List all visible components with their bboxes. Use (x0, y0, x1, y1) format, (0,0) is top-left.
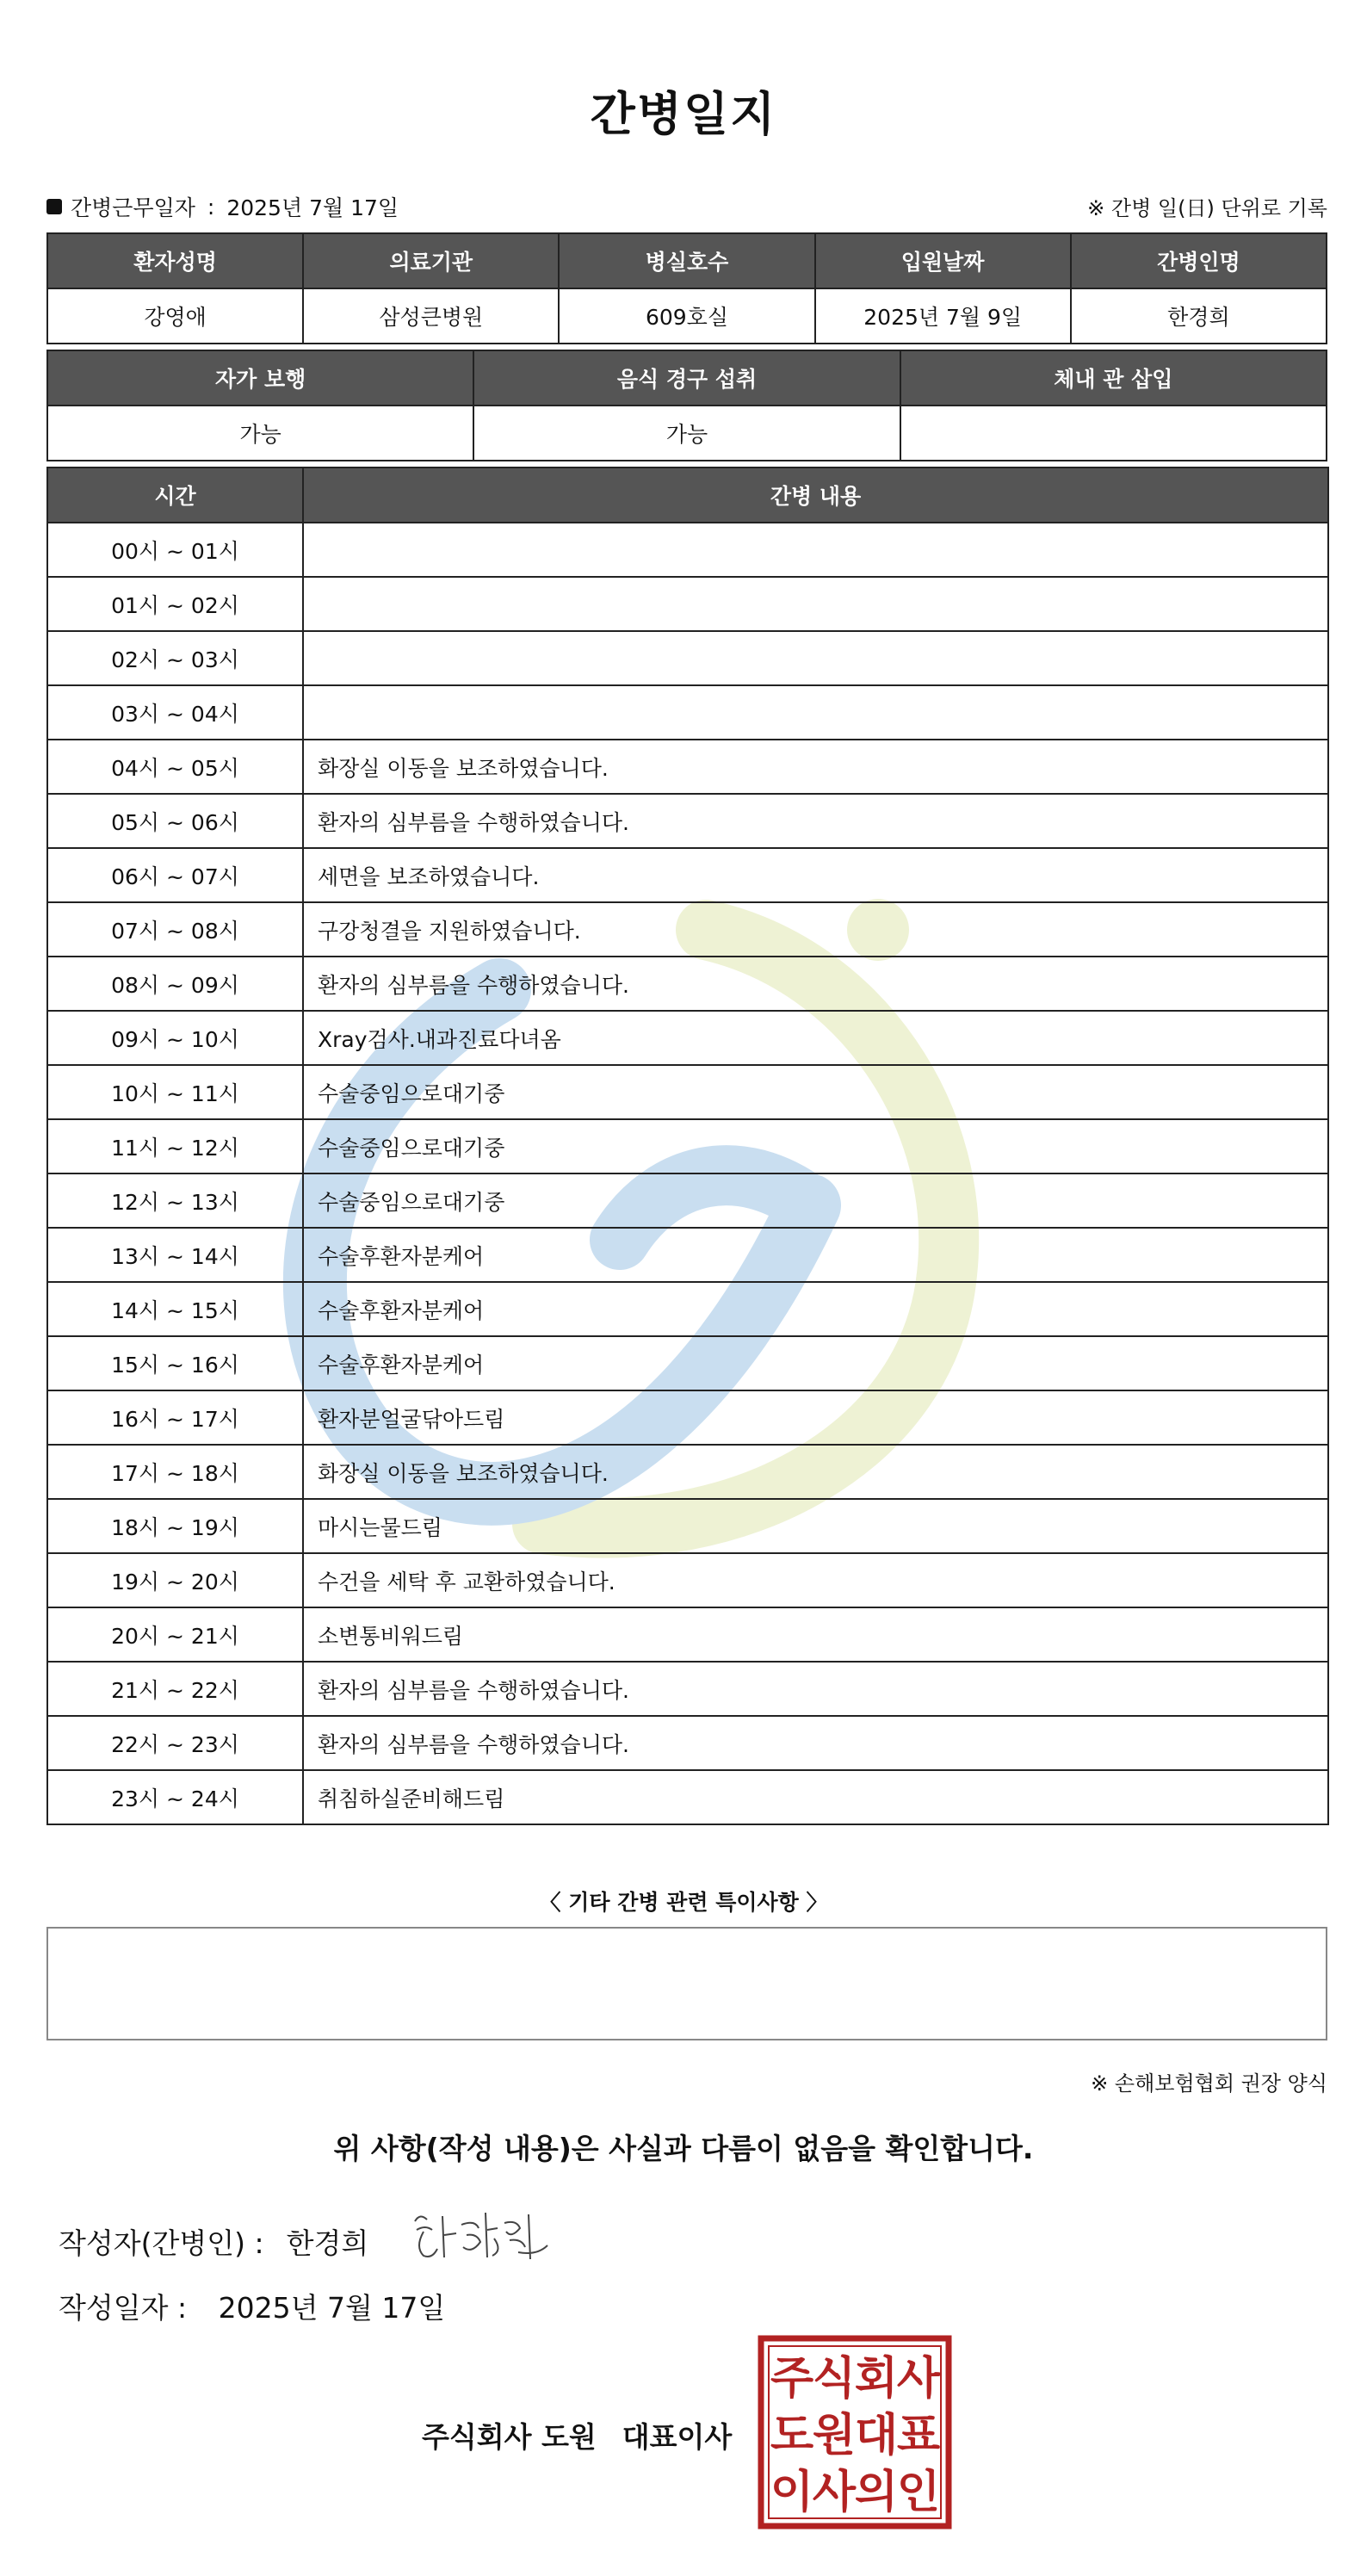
status-value-row (47, 406, 1327, 461)
log-content (303, 685, 1328, 740)
hospital-name: 삼성큰병원 (303, 288, 559, 344)
log-row (47, 1228, 1328, 1282)
log-time: 00시 ~ 01시 (47, 523, 303, 577)
log-time: 03시 ~ 04시 (47, 685, 303, 740)
admission-date: 2025년 7월 9일 (815, 288, 1071, 344)
writer-row (59, 2221, 368, 2262)
log-content: 수술중임으로대기중 (303, 1173, 1328, 1228)
work-date-value: 2025년 7월 17일 (226, 195, 399, 220)
header-patient-name: 환자성명 (47, 233, 303, 288)
log-content: 세면을 보조하였습니다. (303, 848, 1328, 902)
header-oral-intake: 음식 경구 섭취 (473, 350, 900, 406)
log-time: 17시 ~ 18시 (47, 1445, 303, 1499)
seal-character: 식 (812, 2353, 857, 2405)
writer-label: 작성자(간병인) : (59, 2226, 264, 2260)
log-time: 12시 ~ 13시 (47, 1173, 303, 1228)
seal-character: 대 (854, 2410, 899, 2461)
writer-name: 한경희 (286, 2226, 369, 2260)
log-content: 환자의 심부름을 수행하였습니다. (303, 1662, 1328, 1716)
caregiver-name: 한경희 (1071, 288, 1327, 344)
log-time: 11시 ~ 12시 (47, 1119, 303, 1173)
log-content: 화장실 이동을 보조하였습니다. (303, 1445, 1328, 1499)
log-content: 수술후환자분케어 (303, 1336, 1328, 1390)
log-row (47, 1662, 1328, 1716)
patient-value-row (47, 288, 1327, 344)
work-date-label: 간병근무일자 (71, 195, 195, 220)
header-time: 시간 (47, 468, 303, 523)
log-time: 02시 ~ 03시 (47, 631, 303, 685)
log-row (47, 523, 1328, 577)
log-content: 환자의 심부름을 수행하였습니다. (303, 1716, 1328, 1770)
work-date-sep: : (207, 194, 215, 220)
header-tube: 체내 관 삽입 (900, 350, 1327, 406)
representative-title: 대표이사 (622, 2420, 733, 2454)
company-name: 주식회사 도원 (422, 2420, 597, 2454)
recommend-note: ※ 손해보험협회 권장 양식 (1091, 2071, 1327, 2096)
log-time: 22시 ~ 23시 (47, 1716, 303, 1770)
log-content (303, 523, 1328, 577)
handwritten-signature (408, 2204, 554, 2264)
log-time: 08시 ~ 09시 (47, 957, 303, 1011)
log-row (47, 740, 1328, 794)
log-row (47, 1282, 1328, 1336)
log-time: 18시 ~ 19시 (47, 1499, 303, 1553)
log-content: 수건을 세탁 후 교환하였습니다. (303, 1553, 1328, 1607)
log-content: 수술중임으로대기중 (303, 1065, 1328, 1119)
company-seal-stamp (758, 2335, 952, 2530)
log-row (47, 1065, 1328, 1119)
patient-info-table (46, 232, 1327, 344)
work-date-row (46, 191, 399, 222)
log-content: 화장실 이동을 보조하였습니다. (303, 740, 1328, 794)
log-time: 09시 ~ 10시 (47, 1011, 303, 1065)
log-row (47, 631, 1328, 685)
log-time: 06시 ~ 07시 (47, 848, 303, 902)
log-row (47, 1553, 1328, 1607)
log-row (47, 902, 1328, 957)
log-content (303, 577, 1328, 631)
log-content: 환자분얼굴닦아드림 (303, 1390, 1328, 1445)
log-content: 환자의 심부름을 수행하였습니다. (303, 794, 1328, 848)
seal-character: 주 (770, 2353, 814, 2405)
header-admission-date: 입원날짜 (815, 233, 1071, 288)
written-date-row (59, 2286, 445, 2326)
log-time: 20시 ~ 21시 (47, 1607, 303, 1662)
seal-character: 인 (896, 2467, 941, 2518)
log-time: 14시 ~ 15시 (47, 1282, 303, 1336)
written-date-label: 작성일자 : (59, 2291, 188, 2325)
log-time: 01시 ~ 02시 (47, 577, 303, 631)
log-time: 05시 ~ 06시 (47, 794, 303, 848)
log-row (47, 1173, 1328, 1228)
seal-character: 회 (854, 2353, 899, 2405)
log-time: 16시 ~ 17시 (47, 1390, 303, 1445)
log-row (47, 685, 1328, 740)
special-notes-title: 〈 기타 간병 관련 특이사항 〉 (539, 1890, 828, 1915)
seal-character: 사 (812, 2467, 857, 2518)
log-row (47, 794, 1328, 848)
special-notes-box (46, 1927, 1327, 2040)
log-row (47, 1390, 1328, 1445)
patient-header-row (47, 233, 1327, 288)
log-row (47, 1336, 1328, 1390)
room-number: 609호실 (559, 288, 814, 344)
log-time: 21시 ~ 22시 (47, 1662, 303, 1716)
status-header-row (47, 350, 1327, 406)
written-date-value: 2025년 7월 17일 (218, 2291, 446, 2325)
patient-status-table (46, 350, 1327, 461)
confirm-statement: 위 사항(작성 내용)은 사실과 다름이 없음을 확인합니다. (333, 2132, 1034, 2165)
log-row (47, 1445, 1328, 1499)
patient-name: 강영애 (47, 288, 303, 344)
header-room: 병실호수 (559, 233, 814, 288)
log-content: Xray검사.내과진료다녀옴 (303, 1011, 1328, 1065)
unit-note: ※ 간병 일(日) 단위로 기록 (1087, 196, 1327, 220)
log-content: 마시는물드림 (303, 1499, 1328, 1553)
seal-character: 도 (770, 2410, 814, 2461)
log-time: 19시 ~ 20시 (47, 1553, 303, 1607)
log-time: 13시 ~ 14시 (47, 1228, 303, 1282)
log-row (47, 1011, 1328, 1065)
log-row (47, 1770, 1328, 1824)
log-content: 수술후환자분케어 (303, 1228, 1328, 1282)
log-time: 15시 ~ 16시 (47, 1336, 303, 1390)
log-row (47, 1716, 1328, 1770)
log-row (47, 577, 1328, 631)
header-care-content: 간병 내용 (303, 468, 1328, 523)
log-content: 수술후환자분케어 (303, 1282, 1328, 1336)
seal-character: 표 (896, 2410, 941, 2461)
log-time: 07시 ~ 08시 (47, 902, 303, 957)
log-time: 10시 ~ 11시 (47, 1065, 303, 1119)
seal-character: 원 (812, 2410, 857, 2461)
header-caregiver: 간병인명 (1071, 233, 1327, 288)
log-content (303, 631, 1328, 685)
seal-character: 의 (854, 2467, 899, 2518)
log-content: 환자의 심부름을 수행하였습니다. (303, 957, 1328, 1011)
seal-character: 사 (896, 2353, 941, 2405)
log-time: 04시 ~ 05시 (47, 740, 303, 794)
log-content: 소변통비워드림 (303, 1607, 1328, 1662)
log-row (47, 1499, 1328, 1553)
header-walking: 자가 보행 (47, 350, 473, 406)
log-time: 23시 ~ 24시 (47, 1770, 303, 1824)
walking-status: 가능 (47, 406, 473, 461)
log-content: 구강청결을 지원하였습니다. (303, 902, 1328, 957)
document-title: 간병일지 (590, 87, 777, 141)
oral-intake-status: 가능 (473, 406, 900, 461)
log-row (47, 1607, 1328, 1662)
log-content: 수술중임으로대기중 (303, 1119, 1328, 1173)
tube-status (900, 406, 1327, 461)
company-signoff (422, 2415, 732, 2455)
log-content: 취침하실준비해드림 (303, 1770, 1328, 1824)
care-log-table (46, 467, 1329, 1825)
log-row (47, 1119, 1328, 1173)
bullet-square-icon (46, 199, 62, 214)
log-header-row (47, 468, 1328, 523)
log-row (47, 957, 1328, 1011)
log-row (47, 848, 1328, 902)
header-hospital: 의료기관 (303, 233, 559, 288)
seal-character: 이 (770, 2467, 814, 2518)
